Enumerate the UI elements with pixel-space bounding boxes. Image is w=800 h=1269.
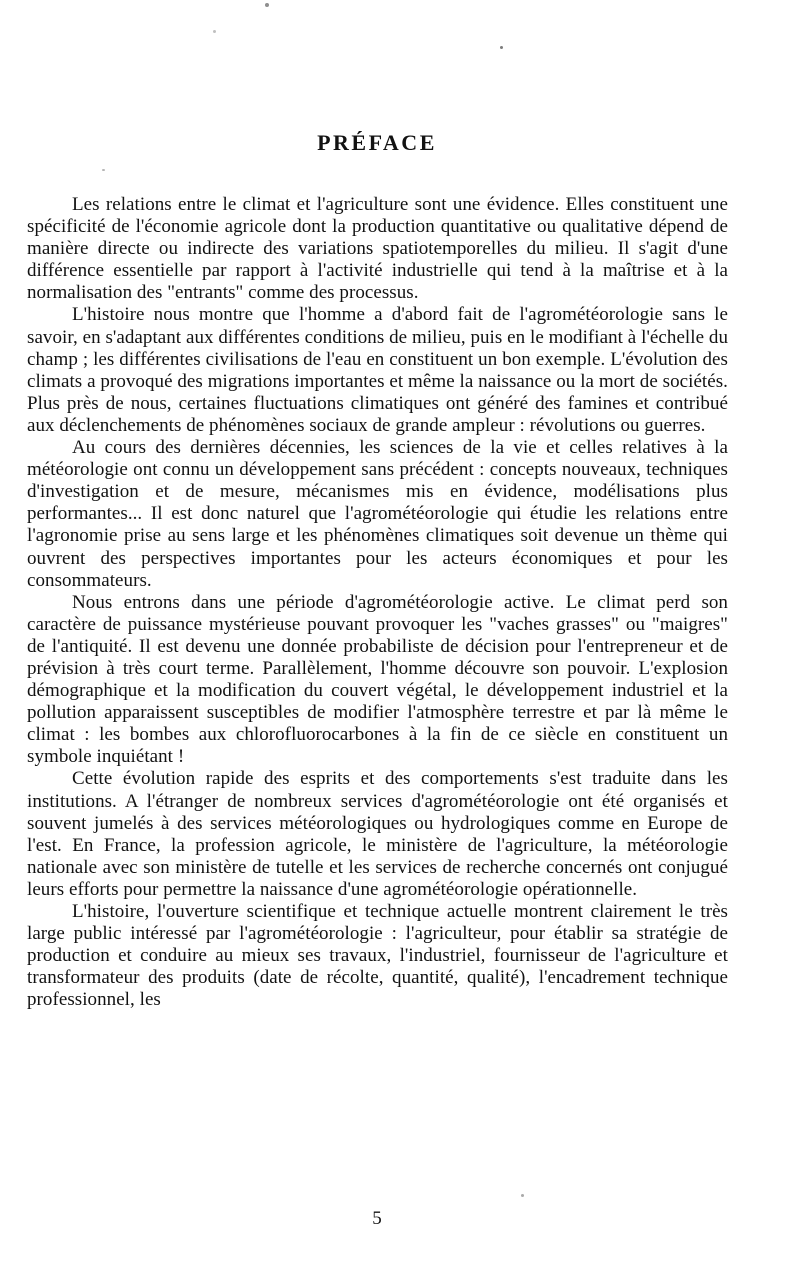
paragraph-6: L'histoire, l'ouverture scientifique et technique actuelle montrent clairement le très large public intéressé par l'agrométéorologie : l'agriculteur, pour établir sa stratégie de production et conduire au mieux ses travaux, l'industriel, fournisseur de l'agriculture et transformateur des produits (date de récolte, quantité, qualité), l'encadrement technique professionnel, les: [27, 901, 728, 1011]
paragraph-3: Au cours des dernières décennies, les sciences de la vie et celles relatives à la météorologie ont connu un développement sans précédent : concepts nouveaux, techniques d'investigation et de mesure, mécanismes mis en évidence, modélisations plus performantes... Il est donc naturel que l'agrométéorologie qui étudie les relations entre l'agronomie prise au sens large et les phénomènes climatiques soit devenue un thème qui ouvrent des perspectives importantes pour les acteurs économiques et pour les consommateurs.: [27, 437, 728, 591]
paragraph-2: L'histoire nous montre que l'homme a d'abord fait de l'agrométéorologie sans le savoir, en s'adaptant aux différentes conditions de milieu, puis en le modifiant à l'échelle du champ ; les différentes civilisations de l'eau en constituent un bon exemple. L'évolution des climats a provoqué des migrations importantes et même la naissance ou la mort de sociétés. Plus près de nous, certaines fluctuations climatiques ont généré des famines et contribué aux déclenchements de phénomènes sociaux de grande ampleur : révolutions ou guerres.: [27, 304, 728, 436]
page-title: PRÉFACE: [317, 130, 437, 155]
scan-speck: [500, 46, 503, 49]
scan-speck: [213, 30, 216, 33]
page-number: 5: [372, 1208, 382, 1229]
scan-speck: [265, 3, 269, 7]
paragraph-1: Les relations entre le climat et l'agriculture sont une évidence. Elles constituent une spécificité de l'économie agricole dont la production quantitative ou qualitative dépend de manière directe ou indirecte des variations spatiotemporelles du milieu. Il s'agit d'une différence essentielle par rapport à l'activité industrielle qui tend à la maîtrise et à la normalisation des "entrants" comme des processus.: [27, 194, 728, 304]
paragraph-4: Nous entrons dans une période d'agrométéorologie active. Le climat perd son caractère de puissance mystérieuse pouvant provoquer les "vaches grasses" ou "maigres" de l'antiquité. Il est devenu une donnée probabiliste de décision pour l'entrepreneur et de prévision à très court terme. Parallèlement, l'homme découvre son pouvoir. L'explosion démographique et la modification du couvert végétal, le développement industriel et la pollution apparaissent susceptibles de modifier l'atmosphère terrestre et par là même le climat : les bombes aux chlorofluorocarbones à la fin de ce siècle en constituent un symbole inquiétant !: [27, 591, 728, 768]
preface-text: [27, 194, 728, 1011]
paragraph-5: Cette évolution rapide des esprits et des comportements s'est traduite dans les institutions. A l'étranger de nombreux services d'agrométéorologie ont été organisés et souvent jumelés à des services météorologiques ou hydrologiques comme en Europe de l'est. En France, la profession agricole, le ministère de l'agriculture, la météorologie nationale avec son ministère de tutelle et les services de recherche concernés ont conjugué leurs efforts pour permettre la naissance d'une agrométéorologie opérationnelle.: [27, 768, 728, 900]
scan-speck: [102, 169, 105, 171]
scan-speck: [521, 1194, 524, 1197]
